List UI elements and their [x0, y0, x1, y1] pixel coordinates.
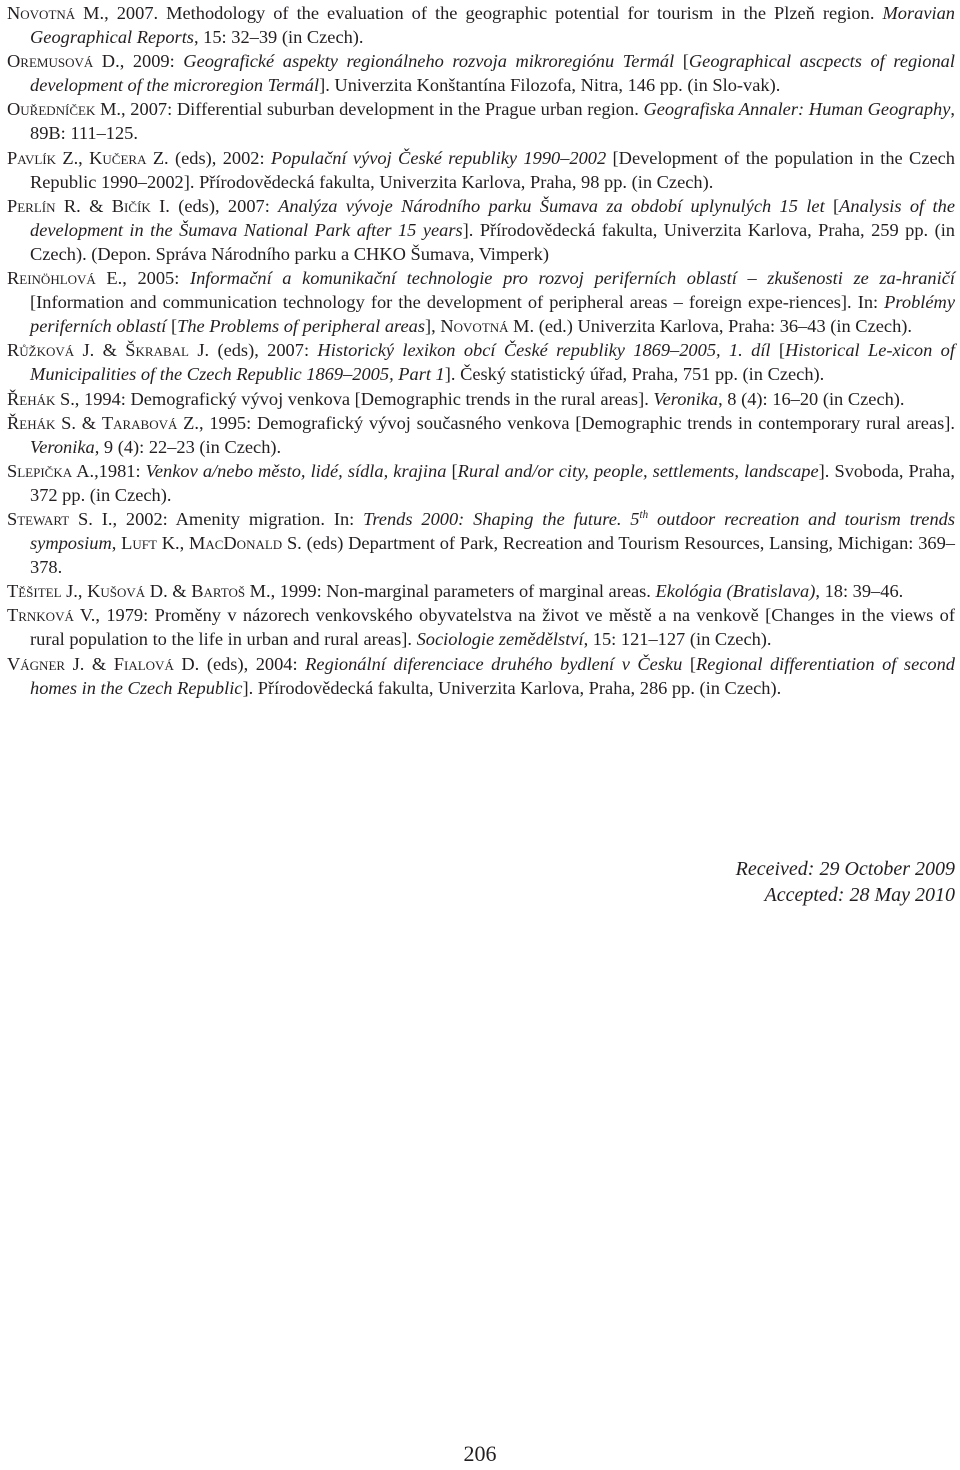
author-name: Bičík I.: [111, 195, 170, 216]
author-name: Stewart S. I.: [7, 508, 113, 529]
author-name: Pavlík Z.: [7, 147, 79, 168]
reference-text: th: [639, 508, 649, 521]
reference-entry: [7, 459, 955, 507]
reference-text: , 15: 32–39 (in Czech).: [193, 27, 364, 48]
title-text: Veronika: [653, 388, 719, 409]
reference-text: [Development of the population in the Czech Republic 1990–2002]. Přírodovědecká fakulta, Univerzita Karlova, Praha, 98 pp. (in Czech).: [30, 147, 955, 192]
reference-entry: [7, 146, 955, 194]
reference-entry: [7, 49, 955, 97]
title-text: Populační vývoj České republiky 1990–2002: [270, 147, 607, 168]
title-text: Geografiska Annaler: Human Geography: [643, 99, 951, 120]
title-text: Trends 2000: Shaping the future. 5: [363, 508, 640, 529]
reference-text: &: [75, 412, 102, 433]
title-text: Regionální diferenciace druhého bydlení v Česku: [305, 653, 683, 674]
reference-text: ,: [77, 581, 88, 602]
reference-text: [: [446, 460, 458, 481]
reference-text: , 1994: Demografický vývoj venkova [Demographic trends in the rural areas].: [74, 388, 654, 409]
reference-entry: [7, 411, 955, 459]
reference-text: , 18: 39–46.: [815, 581, 904, 602]
reference-entry: [7, 97, 955, 145]
title-text: Moravian Geographical Reports: [30, 3, 955, 48]
title-text: Problémy periferních oblastí: [30, 292, 955, 337]
title-text: Geographical ascpects of regional development of the microregion Termál: [30, 51, 955, 96]
submission-dates: [736, 856, 955, 908]
title-text: Sociologie zemědělství: [416, 629, 584, 650]
reference-text: (eds), 2007:: [209, 340, 318, 361]
title-text: outdoor recreation and tourism trends symposium: [30, 508, 955, 554]
author-name: Perlín R.: [7, 195, 81, 216]
reference-text: (eds) Department of Park, Recreation and Tourism Resources, Lansing, Michigan: 369–378.: [30, 533, 955, 578]
title-text: Veronika: [30, 436, 95, 457]
received-date: Received: 29 October 2009: [735, 858, 955, 880]
reference-text: , 2007: Differential suburban development in the Prague urban region.: [121, 99, 644, 120]
reference-text: ]. Přírodovědecká fakulta, Univerzita Karlova, Praha, 286 pp. (in Czech).: [242, 677, 782, 698]
title-text: Ekológia (Bratislava): [655, 581, 816, 602]
reference-entry: [7, 338, 955, 386]
author-name: Tarabová Z.: [101, 412, 199, 433]
title-text: Geografické aspekty regionálneho rozvoja mikroregiónu Termál: [183, 51, 675, 72]
title-text: The Problems of peripheral areas: [177, 316, 426, 337]
author-name: Oremusová D.: [7, 51, 120, 72]
reference-text: [: [674, 51, 689, 72]
author-name: Trnková V.: [7, 605, 96, 626]
reference-entry: [7, 194, 955, 266]
reference-entry: [7, 387, 955, 411]
reference-text: , 8 (4): 16–20 (in Czech).: [718, 388, 905, 409]
reference-text: ,: [111, 533, 122, 554]
author-name: Vágner J.: [7, 653, 85, 674]
reference-text: , 2005:: [122, 268, 190, 289]
reference-text: ],: [425, 316, 441, 337]
author-name: Luft K.: [121, 533, 180, 554]
reference-entry: [7, 1, 955, 49]
title-text: Analýza vývoje Národního parku Šumava za období uplynulých 15 let: [278, 195, 825, 216]
author-name: Ouředníček M.: [7, 99, 122, 120]
accepted-date: Accepted: 28 May 2010: [764, 884, 955, 906]
title-text: Informační a komunikační technologie pro rozvoj periferních oblastí – zkušenosti ze za-hraničí: [189, 268, 955, 289]
reference-text: [: [682, 653, 697, 674]
reference-text: [Information and communication technology for the development of peripheral areas – foreign expe-riences]. In:: [30, 292, 885, 313]
reference-text: &: [94, 340, 126, 361]
title-text: Venkov a/nebo město, lidé, sídla, krajina: [145, 460, 447, 481]
reference-text: &: [84, 653, 114, 674]
title-text: Analysis of the development in the Šumava National Park after 15 years: [30, 195, 955, 240]
reference-text: , 2007. Methodology of the evaluation of the geographic potential for tourism in the Plzeň region.: [104, 3, 883, 23]
reference-text: , 1979: Proměny v názorech venkovského obyvatelstva na život ve městě a na venkově [Changes in the views of rural population to the life in urban and rural areas].: [30, 605, 955, 650]
reference-text: , 2009:: [119, 51, 184, 72]
reference-text: ]. Český statistický úřad, Praha, 751 pp. (in Czech).: [444, 364, 825, 385]
reference-text: ]. Univerzita Konštantína Filozofa, Nitra, 146 pp. (in Slo-vak).: [319, 75, 781, 96]
reference-text: (eds), 2007:: [169, 195, 279, 216]
author-name: Novotná M.: [7, 3, 105, 23]
author-name: Škrabal J.: [125, 340, 210, 361]
reference-entry: [7, 266, 955, 338]
reference-entry: [7, 507, 955, 579]
reference-text: , 9 (4): 22–23 (in Czech).: [94, 436, 282, 457]
author-name: Kušová D.: [87, 581, 168, 602]
reference-text: ,: [78, 147, 90, 168]
title-text: Historický lexikon obcí České republiky 1869–2005, 1. díl: [317, 340, 771, 361]
title-text: Rural and/or city, people, settlements, landscape: [457, 460, 819, 481]
reference-text: , 89B: 111–125.: [30, 99, 955, 144]
author-name: Bartoš M.: [191, 581, 271, 602]
page-number: 206: [463, 1441, 497, 1466]
reference-text: ]. Svoboda, Praha, 372 pp. (in Czech).: [30, 460, 956, 505]
title-text: Regional differentiation of second homes in the Czech Republic: [30, 653, 956, 698]
author-name: Slepička A.: [7, 460, 95, 481]
author-name: Fialová D.: [113, 653, 200, 674]
reference-text: (eds), 2004:: [199, 653, 306, 674]
reference-text: , 15: 121–127 (in Czech).: [583, 629, 772, 650]
reference-list: [7, 1, 955, 700]
reference-text: ,: [179, 533, 189, 554]
author-name: Reinöhlová E.: [7, 268, 123, 289]
author-name: Kučera Z.: [89, 147, 169, 168]
reference-entry: [7, 579, 955, 603]
reference-entry: [7, 652, 955, 700]
reference-text: ]. Přírodovědecká fakulta, Univerzita Karlova, Praha, 259 pp. (in Czech). (Depon. Správa Národního parku a CHKO Šumava, Vimperk): [30, 219, 955, 264]
title-text: Historical Le-xicon of Municipalities of the Czech Republic 1869–2005, Part 1: [30, 340, 955, 385]
reference-text: , 1999: Non-marginal parameters of marginal areas.: [270, 581, 656, 602]
author-name: MacDonald S.: [188, 533, 302, 554]
reference-text: M. (ed.) Univerzita Karlova, Praha: 36–43 (in Czech).: [508, 316, 912, 337]
reference-entry: [7, 603, 955, 651]
reference-text: &: [80, 195, 112, 216]
reference-text: [: [824, 195, 840, 216]
reference-text: , 1995: Demografický vývoj současného venkova [Demographic trends in contemporary rural areas].: [198, 412, 955, 433]
author-name: Růžková J.: [7, 340, 95, 361]
author-name: Řehák S.: [7, 388, 75, 409]
reference-text: , 2002: Amenity migration. In:: [112, 508, 364, 529]
reference-text: ,1981:: [94, 460, 146, 481]
reference-text: (eds), 2002:: [168, 147, 271, 168]
reference-text: [: [770, 340, 786, 361]
reference-text: [: [166, 316, 178, 337]
author-name: Novotná: [440, 316, 509, 337]
author-name: Těšitel J.: [7, 581, 78, 602]
reference-text: &: [167, 581, 192, 602]
author-name: Řehák S.: [7, 412, 76, 433]
